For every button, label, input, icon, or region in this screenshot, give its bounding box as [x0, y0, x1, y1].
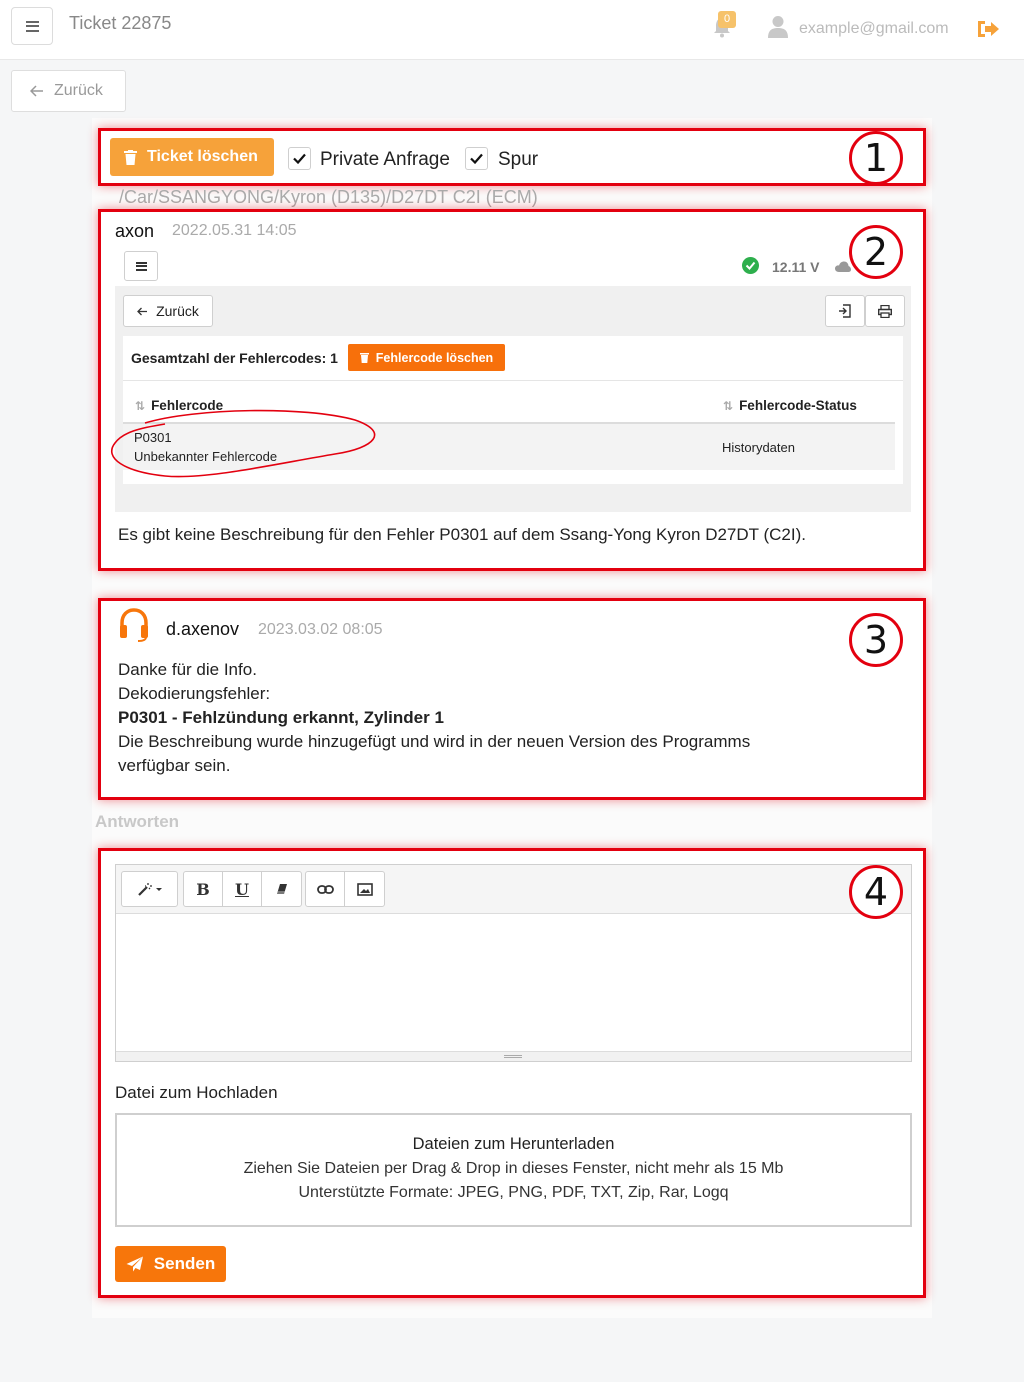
- dropzone-hint: Ziehen Sie Dateien per Drag & Drop in dieses Fenster, nicht mehr als 15 Mb: [243, 1160, 784, 1177]
- vehicle-path: /Car/SSANGYONG/Kyron (D135)/D27DT C2I (ECM): [119, 187, 538, 207]
- file-dropzone[interactable]: [115, 1113, 912, 1227]
- back-button-label: Zurück: [54, 82, 103, 99]
- message-body: [118, 658, 750, 778]
- message-author: d.axenov: [166, 619, 240, 639]
- dropzone-formats: Unterstützte Formate: JPEG, PNG, PDF, TXT, Zip, Rar, Logq: [298, 1184, 729, 1201]
- page-title: Ticket 22875: [69, 13, 172, 33]
- arrow-left-icon: [137, 307, 148, 316]
- insert-group: [305, 871, 385, 907]
- divider: [123, 380, 903, 381]
- message-text: Es gibt keine Beschreibung für den Fehler P0301 auf dem Ssang-Yong Kyron D27DT (C2I).: [118, 525, 806, 544]
- eraser-button[interactable]: [262, 872, 301, 906]
- message-timestamp: 2022.05.31 14:05: [172, 222, 297, 239]
- screenshot-print-button: [865, 295, 905, 327]
- hamburger-menu-button[interactable]: [11, 7, 53, 45]
- message-daxenov: [98, 598, 926, 800]
- message-author: axon: [115, 221, 155, 241]
- paper-plane-icon: [126, 1256, 144, 1272]
- magic-wand-icon: [137, 882, 163, 896]
- ticket-actions-panel: [98, 128, 926, 186]
- trash-icon: [360, 352, 369, 363]
- arrow-left-icon: [30, 85, 44, 97]
- image-icon: [357, 883, 373, 896]
- code-value: P0301: [134, 430, 172, 445]
- message-line: Die Beschreibung wurde hinzugefügt und wird in der neuen Version des Programms: [118, 732, 751, 751]
- voltage-readout: 12.11 V: [772, 259, 820, 275]
- format-group: [183, 871, 302, 907]
- rich-text-editor[interactable]: [115, 864, 912, 1062]
- delete-ticket-button[interactable]: [110, 138, 274, 176]
- top-bar: [0, 0, 1024, 60]
- editor-resize-handle[interactable]: [116, 1051, 911, 1061]
- annotation-number-1: 1: [849, 131, 903, 185]
- code-status: Historydaten: [722, 440, 795, 455]
- style-group: [121, 871, 178, 907]
- sort-icon: ⇅: [135, 399, 146, 413]
- menu-icon: [26, 21, 39, 32]
- screenshot-back-button: [123, 295, 213, 327]
- underline-button[interactable]: U: [223, 872, 262, 906]
- message-axon: [98, 209, 926, 571]
- cloud-icon: [835, 261, 851, 273]
- message-line-bold: P0301 - Fehlzündung erkannt, Zylinder 1: [118, 708, 444, 727]
- track-checkbox[interactable]: [465, 147, 488, 170]
- logout-icon[interactable]: [976, 18, 1000, 40]
- eraser-icon: [276, 883, 288, 895]
- dropzone-title: Dateien zum Herunterladen: [412, 1135, 615, 1153]
- code-description: Unbekannter Fehlercode: [134, 449, 278, 464]
- message-line: Dekodierungsfehler:: [118, 684, 271, 703]
- bold-button[interactable]: B: [184, 872, 223, 906]
- private-request-checkbox[interactable]: [288, 147, 311, 170]
- checkmark-icon: [293, 153, 306, 164]
- message-line: Danke für die Info.: [118, 660, 257, 679]
- annotation-number-4: 4: [849, 865, 903, 919]
- reply-panel: [98, 848, 926, 1298]
- col-header-status: [723, 398, 857, 413]
- send-button[interactable]: [115, 1246, 226, 1282]
- col-header-code-label: Fehlercode: [151, 398, 224, 413]
- printer-icon: [878, 305, 892, 318]
- delete-codes-label: Fehlercode löschen: [375, 350, 494, 365]
- annotation-number-2: 2: [849, 225, 903, 279]
- message-line: verfügbar sein.: [118, 756, 231, 775]
- send-label: Senden: [153, 1254, 216, 1273]
- grip-icon: [504, 1055, 522, 1056]
- highlight-ellipse: [105, 408, 385, 488]
- user-icon: [767, 15, 789, 39]
- screenshot-menu-button: [124, 251, 158, 281]
- link-button[interactable]: [306, 872, 345, 906]
- headset-icon: [119, 608, 149, 642]
- magic-style-button[interactable]: [122, 872, 177, 906]
- link-icon: [317, 885, 334, 894]
- screenshot-back-label: Zurück: [156, 303, 199, 319]
- delete-ticket-label: Ticket löschen: [147, 148, 258, 165]
- track-label: Spur: [498, 149, 539, 170]
- private-request-label: Private Anfrage: [320, 149, 450, 170]
- menu-icon: [136, 262, 147, 271]
- user-email[interactable]: example@gmail.com: [799, 20, 949, 37]
- notification-badge: 0: [718, 11, 736, 28]
- upload-label: Datei zum Hochladen: [115, 1083, 278, 1102]
- delete-codes-button: [348, 344, 505, 371]
- message-timestamp: 2023.03.02 08:05: [258, 621, 383, 638]
- annotation-number-3: 3: [849, 613, 903, 667]
- reply-heading: Antworten: [95, 812, 180, 831]
- sort-icon: ⇅: [723, 399, 734, 413]
- back-button[interactable]: [11, 70, 126, 112]
- check-circle-icon: [742, 257, 759, 274]
- export-icon: [838, 304, 852, 318]
- trash-icon: [124, 150, 137, 165]
- total-codes-label: Gesamtzahl der Fehlercodes: 1: [131, 350, 338, 366]
- screenshot-export-button: [825, 295, 865, 327]
- col-header-status-label: Fehlercode-Status: [739, 398, 857, 413]
- editor-toolbar: [116, 865, 911, 914]
- image-button[interactable]: [345, 872, 384, 906]
- checkmark-icon: [470, 153, 483, 164]
